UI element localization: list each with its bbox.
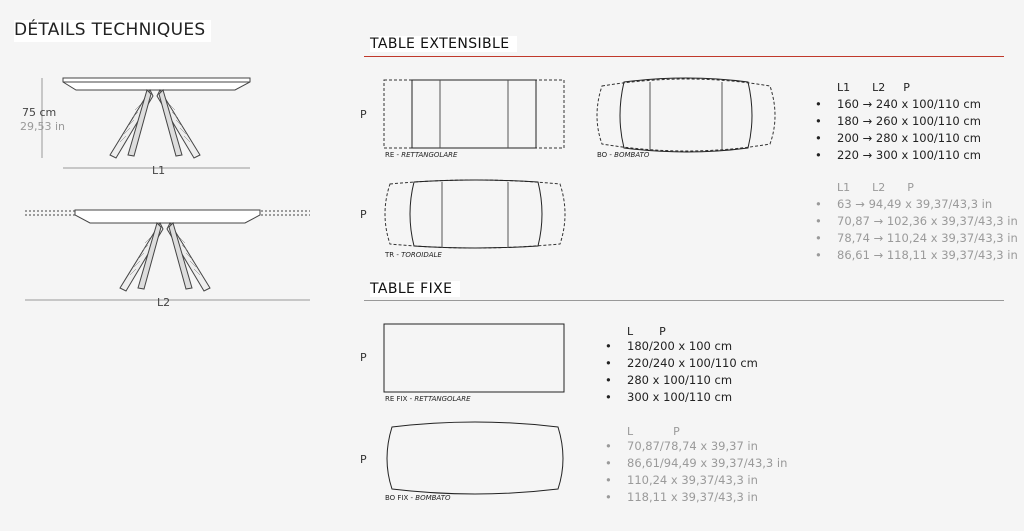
list-item: • 70,87 → 102,36 x 39,37/43,3 in (815, 214, 1018, 228)
extensible-heading: TABLE EXTENSIBLE (370, 36, 517, 52)
page-title: DÉTAILS TECHNIQUES (14, 20, 211, 42)
re-fix-p-label: P (360, 351, 367, 364)
re-extensible-drawing (380, 78, 580, 158)
extensible-cm-list (815, 96, 981, 164)
fixe-cm-header: L P (627, 325, 666, 338)
list-item: • 110,24 x 39,37/43,3 in (605, 473, 758, 487)
height-cm-label: 75 cm (22, 106, 57, 119)
re-fix-drawing (380, 322, 580, 402)
height-in-label: 29,53 in (20, 120, 66, 133)
bo-extensible-caption: BO - BOMBATO (597, 151, 650, 159)
re-fix-caption: RE FIX - RETTANGOLARE (385, 395, 471, 403)
re-extensible-p-label: P (360, 108, 367, 121)
extensible-rule (364, 56, 1004, 57)
fixe-rule (364, 300, 1004, 301)
fixe-in-header: L P (627, 425, 680, 438)
extensible-in-header: L1 L2 P (837, 181, 914, 194)
list-item: • 280 x 100/110 cm (605, 373, 733, 387)
list-item: • 86,61 → 118,11 x 39,37/43,3 in (815, 248, 1018, 262)
list-item: • 300 x 100/110 cm (605, 390, 733, 404)
l2-label: L2 (157, 296, 171, 309)
fixe-cm-list (605, 338, 758, 406)
list-item: • 200 → 280 x 100/110 cm (815, 131, 981, 145)
list-item: • 70,87/78,74 x 39,37 in (605, 439, 758, 453)
list-item: • 78,74 → 110,24 x 39,37/43,3 in (815, 231, 1018, 245)
bo-fix-drawing (380, 423, 580, 503)
tr-extensible-p-label: P (360, 208, 367, 221)
list-item: • 118,11 x 39,37/43,3 in (605, 490, 758, 504)
extensible-cm-header: L1 L2 P (837, 81, 910, 94)
bo-extensible-drawing (592, 78, 792, 158)
list-item: • 160 → 240 x 100/110 cm (815, 97, 981, 111)
tr-extensible-caption: TR - TOROIDALE (385, 251, 442, 259)
list-item: • 63 → 94,49 x 39,37/43,3 in (815, 197, 993, 211)
side-view-drawing (10, 60, 310, 360)
list-item: • 220 → 300 x 100/110 cm (815, 148, 981, 162)
extensible-in-list (815, 196, 1018, 264)
list-item: • 220/240 x 100/110 cm (605, 356, 758, 370)
l1-label: L1 (152, 164, 166, 177)
tr-extensible-drawing (380, 178, 580, 258)
fixe-in-list (605, 438, 787, 506)
re-extensible-caption: RE - RETTANGOLARE (385, 151, 458, 159)
bo-fix-caption: BO FIX - BOMBATO (385, 494, 451, 502)
side-view-extended (25, 210, 310, 291)
list-item: • 180/200 x 100 cm (605, 339, 733, 353)
bo-fix-p-label: P (360, 453, 367, 466)
fixe-heading: TABLE FIXE (370, 281, 460, 297)
list-item: • 180 → 260 x 100/110 cm (815, 114, 981, 128)
side-view-closed (63, 78, 250, 158)
list-item: • 86,61/94,49 x 39,37/43,3 in (605, 456, 788, 470)
